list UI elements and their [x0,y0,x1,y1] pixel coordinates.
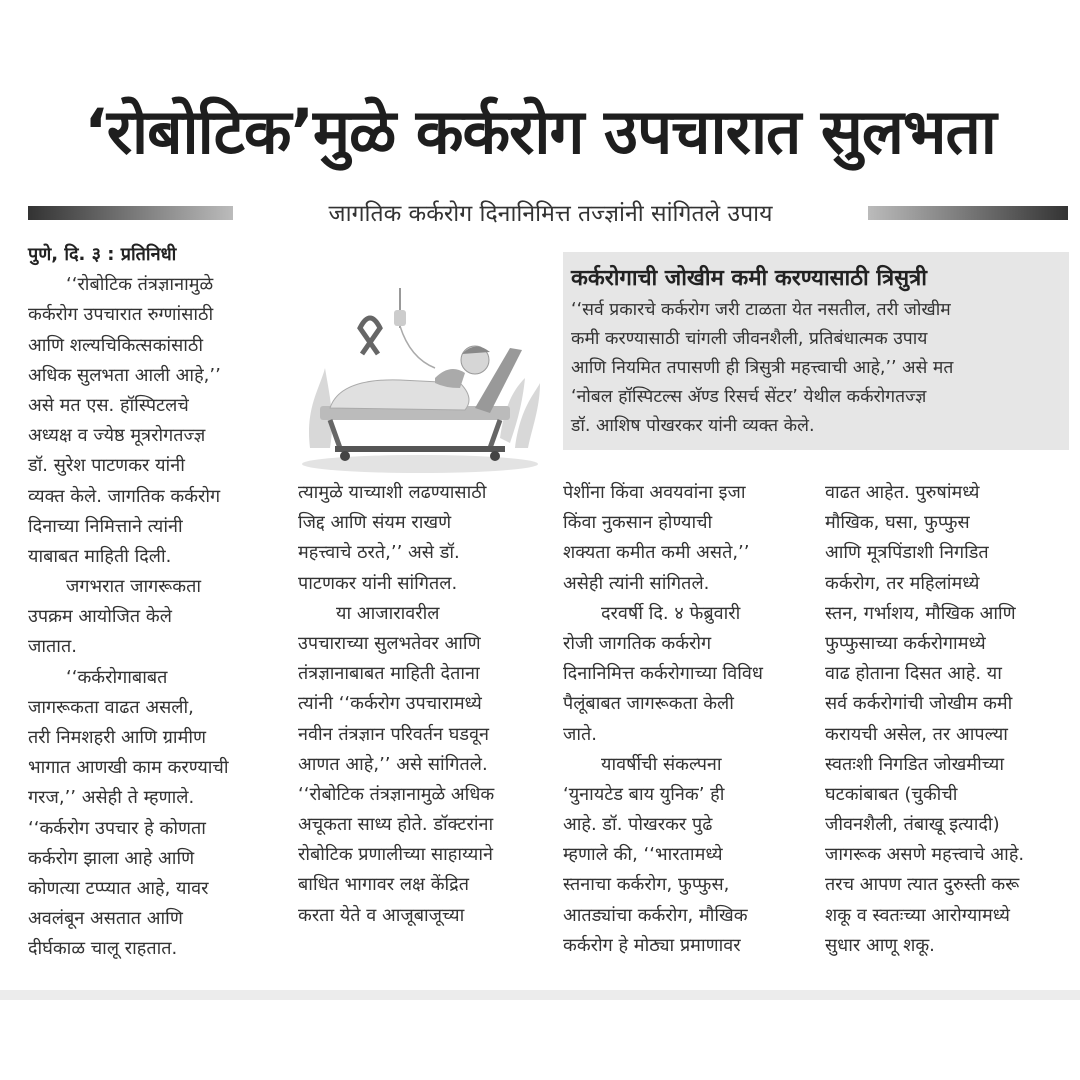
sidebar-box-line: डॉ. आशिष पोखरकर यांनी व्यक्त केले. [571,416,815,436]
headline: ‘रोबोटिक’मुळे कर्करोग उपचारात सुलभता [84,95,996,168]
article-line: आणि मूत्रपिंडाशी निगडित [825,542,989,564]
article-line: ‘युनायटेड बाय युनिक’ ही [563,783,725,805]
article-line: जगभरात जागरूकता [66,576,202,598]
article-line: त्यांनी ‘‘कर्करोग उपचारामध्ये [298,693,482,715]
subheadline-bar [28,196,1068,230]
article-line: ‘‘कर्करोगाबाबत [66,666,168,688]
article-line: कर्करोग हे मोठ्या प्रमाणावर [563,934,741,956]
hospital-bed-illustration [300,288,545,478]
article-line: कोणत्या टप्प्यात आहे, यावर [28,877,209,899]
article-line: दीर्घकाळ चालू राहतात. [28,938,178,960]
article-line: स्तन, गर्भाशय, मौखिक आणि [825,602,1016,624]
article-line: बाधित भागावर लक्ष केंद्रित [298,874,469,896]
article-line: दिनाच्या निमित्ताने त्यांनी [28,515,183,537]
article-line: उपक्रम आयोजित केले [28,606,172,628]
article-line: पैलूंबाबत जागरूकता केली [563,693,734,715]
article-line: वाढ होताना दिसत आहे. या [825,663,1002,685]
article-line: कर्करोग झाला आहे आणि [28,847,195,869]
article-line: अवलंबून असतात आणि [28,908,183,930]
article-line: आतड्यांचा कर्करोग, मौखिक [563,904,748,926]
sidebar-box-line: कमी करण्यासाठी चांगली जीवनशैली, प्रतिबंधात्मक उपाय [571,329,928,349]
article-line: रोजी जागतिक कर्करोग [563,632,712,654]
article-line: म्हणाले की, ‘‘भारतामध्ये [563,844,723,866]
bottom-band [0,990,1080,1000]
article-line: ‘‘रोबोटिक तंत्रज्ञानामुळे अधिक [298,783,495,805]
article-line: वाढत आहेत. पुरुषांमध्ये [825,482,980,503]
article-line: उपचाराच्या सुलभतेवर आणि [298,632,481,654]
article-line: त्यामुळे याच्याशी लढण्यासाठी [298,482,487,503]
article-line: तंत्रज्ञानाबाबत माहिती देताना [298,663,480,685]
article-line: आणत आहे,’’ असे सांगितले. [298,753,488,775]
article-line: जातात. [28,636,77,658]
article-line: ‘‘कर्करोग उपचार हे कोणता [28,817,206,839]
article-line: करायची असेल, तर आपल्या [825,723,1008,745]
article-line: जागरूकता वाढत असली, [28,696,194,718]
article-column-4 [825,478,1024,961]
article-line: यावर्षीची संकल्पना [601,753,722,775]
article-line: डॉ. सुरेश पाटणकर यांनी [28,455,185,477]
article-line: घटकांबाबत (चुकीची [825,783,958,805]
article-line: मौखिक, घसा, फुप्फुस [825,512,970,534]
article-line: आणि शल्यचिकित्सकांसाठी [28,334,204,356]
article-line: गरज,’’ असेही ते म्हणाले. [28,787,195,809]
article-line: फुप्फुसाच्या कर्करोगामध्ये [825,632,986,654]
article-line: अध्यक्ष व ज्येष्ठ मूत्ररोगतज्ज्ञ [28,425,206,447]
sidebar-box-title: कर्करोगाची जोखीम कमी करण्यासाठी त्रिसुत्री [571,266,927,291]
article-line: जीवनशैली, तंबाखू इत्यादी) [825,814,1000,836]
article-line: दरवर्षी दि. ४ फेब्रुवारी [601,602,741,624]
article-line: अचूकता साध्य होते. डॉक्टरांना [298,814,494,836]
article-line: भागात आणखी काम करण्याची [28,757,229,779]
iv-drip-icon [394,288,435,368]
article-line: करता येते व आजूबाजूच्या [298,904,465,926]
sidebar-box-line: आणि नियमित तपासणी ही त्रिसुत्री महत्त्वाची आहे,’’ असे मत [571,358,954,378]
article-column-2 [298,478,494,931]
article-line: रोबोटिक प्रणालीच्या साहाय्याने [298,844,494,866]
sidebar-box-line: ‘‘सर्व प्रकारचे कर्करोग जरी टाळता येत नसतील, तरी जोखीम [571,300,951,320]
article-line: शक्यता कमीत कमी असते,’’ [563,542,750,564]
article-line: ‘‘रोबोटिक तंत्रज्ञानामुळे [66,274,214,296]
article-line: पाटणकर यांनी सांगितल. [298,572,458,594]
article-line: या आजारावरील [336,602,440,624]
article-line: शकू व स्वतःच्या आरोग्यामध्ये [825,904,1010,926]
article-line: तरच आपण त्यात दुरुस्ती करू [825,874,1020,896]
article-line: स्तनाचा कर्करोग, फुप्फुस, [563,874,730,896]
article-line: जागरूक असणे महत्त्वाचे आहे. [825,844,1025,866]
cancer-ribbon-icon [360,318,380,354]
article-line: अधिक सुलभता आली आहे,’’ [28,364,221,386]
subheadline-rule-left [28,206,233,220]
subheadline: जागतिक कर्करोग दिनानिमित्त तज्ज्ञांनी सांगितले उपाय [328,201,773,227]
article-line: दिनानिमित्त कर्करोगाच्या विविध [563,663,763,685]
article-column-3 [563,478,763,961]
article-line: जाते. [563,723,597,745]
article-line: याबाबत माहिती दिली. [28,545,172,567]
article-line: सुधार आणू शकू. [825,934,935,956]
dateline: पुणे, दि. ३ : प्रतिनिधी [28,244,177,265]
article-line: असे मत एस. हॉस्पिटलचे [28,394,189,416]
sidebar-box [563,252,1069,450]
patient-icon [330,346,490,410]
article-line: आहे. डॉ. पोखरकर पुढे [563,814,713,836]
sidebar-box-body [571,296,953,441]
sidebar-box-line: ‘नोबल हॉस्पिटल्स अ‍ॅण्ड रिसर्च सेंटर’ येथील कर्करोगतज्ज्ञ [571,387,927,407]
article-line: असेही त्यांनी सांगितले. [563,572,710,594]
article-column-1 [28,240,229,965]
article-line: व्यक्त केले. जागतिक कर्करोग [28,485,221,507]
article-line: महत्त्वाचे ठरते,’’ असे डॉ. [298,542,460,564]
article-line: कर्करोग उपचारात रुग्णांसाठी [28,304,214,326]
article-line: किंवा नुकसान होण्याची [563,512,713,534]
article-line: तरी निमशहरी आणि ग्रामीण [28,727,207,748]
article-line: नवीन तंत्रज्ञान परिवर्तन घडवून [298,723,489,745]
article-line: जिद्द आणि संयम राखणे [298,512,452,534]
article-line: पेशींना किंवा अवयवांना इजा [563,482,746,503]
article-line: सर्व कर्करोगांची जोखीम कमी [825,693,1013,715]
article-line: कर्करोग, तर महिलांमध्ये [825,572,980,594]
article-line: स्वतःशी निगडित जोखमीच्या [825,753,1004,775]
subheadline-rule-right [868,206,1068,220]
